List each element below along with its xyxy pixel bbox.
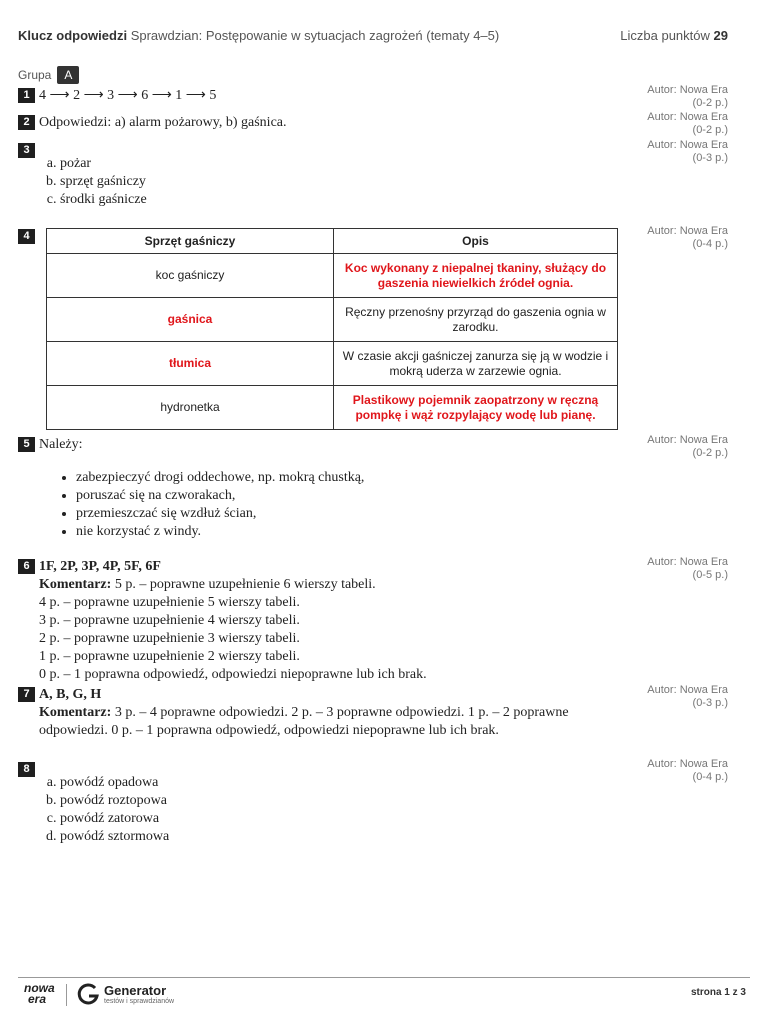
author-q7 (647, 684, 728, 710)
generator-logo-icon (76, 982, 100, 1006)
document-title (18, 28, 578, 44)
author-q1 (647, 84, 728, 110)
generator-title: Generator (104, 983, 167, 998)
list-item: • zabezpieczyć drogi oddechowe, np. mokrą chustką, (76, 469, 364, 487)
table-row (47, 298, 618, 342)
points-range: (0-2 p.) (692, 97, 728, 109)
list-item: c. powódź zatorowa (60, 810, 169, 828)
author-label: Autor: Nowa Era (647, 434, 728, 446)
points-label: Liczba punktów (620, 28, 710, 43)
comment-line: 1 p. – poprawne uzupełnienie 2 wierszy tabeli. (39, 649, 300, 664)
table-row (47, 386, 618, 430)
comment-line: 5 p. – poprawne uzupełnienie 6 wierszy tabeli. (114, 577, 376, 592)
equipment-cell: koc gaśniczy (47, 254, 334, 298)
author-q2 (647, 111, 728, 137)
question-1 (18, 87, 216, 105)
question-number: 5 (18, 437, 35, 452)
comment-text: 3 p. – 4 poprawne odpowiedzi. 2 p. – 3 poprawne odpowiedzi. 1 p. – 2 poprawne odpowiedzi. 0 p. – 1 poprawna odpowiedź, odpowiedzi niepoprawne lub ich brak. (39, 705, 569, 738)
author-label: Autor: Nowa Era (647, 758, 728, 770)
question-number: 1 (18, 88, 35, 103)
author-label: Autor: Nowa Era (647, 225, 728, 237)
logo-line: nowa (24, 981, 55, 995)
list-item: b. powódź roztopowa (60, 792, 169, 810)
question-4 (18, 228, 39, 246)
answer-text: 4 ⟶ 2 ⟶ 3 ⟶ 6 ⟶ 1 ⟶ 5 (39, 88, 217, 103)
equipment-cell: gaśnica (47, 298, 334, 342)
points-range: (0-2 p.) (692, 124, 728, 136)
list-item: • przemieszczać się wzdłuż ścian, (76, 505, 364, 523)
page-number: strona 1 z 3 (690, 987, 746, 998)
answer-intro: Należy: (39, 437, 83, 452)
list-item: b. sprzęt gaśniczy (60, 173, 147, 191)
table-row (47, 342, 618, 386)
author-q8 (647, 758, 728, 784)
author-label: Autor: Nowa Era (647, 84, 728, 96)
comment-label: Komentarz: (39, 577, 112, 592)
equipment-cell: hydronetka (47, 386, 334, 430)
description-cell: W czasie akcji gaśniczej zanurza się ją w wodzie i mokrą uderza w zarzewie ognia. (334, 342, 618, 386)
question-number: 4 (18, 229, 35, 244)
logo-line: era (28, 992, 47, 1006)
answer-list-q3 (18, 155, 147, 209)
author-label: Autor: Nowa Era (647, 139, 728, 151)
column-header: Opis (334, 229, 618, 254)
points-total (620, 28, 728, 43)
generator-subtitle: testów i sprawdzianów (104, 998, 175, 1005)
list-item: a. pożar (60, 155, 147, 173)
group-badge: A (57, 66, 79, 84)
footer-separator (66, 984, 67, 1006)
author-label: Autor: Nowa Era (647, 684, 728, 696)
points-range: (0-3 p.) (692, 152, 728, 164)
description-cell: Ręczny przenośny przyrząd do gaszenia ognia w zarodku. (334, 298, 618, 342)
answer-text: Odpowiedzi: a) alarm pożarowy, b) gaśnica. (39, 115, 287, 130)
question-7 (18, 686, 608, 740)
comment-line: 3 p. – poprawne uzupełnienie 4 wierszy tabeli. (39, 613, 300, 628)
author-q3 (647, 139, 728, 165)
question-number: 6 (18, 559, 35, 574)
author-q4 (647, 225, 728, 251)
author-label: Autor: Nowa Era (647, 111, 728, 123)
comment-line: 2 p. – poprawne uzupełnienie 3 wierszy tabeli. (39, 631, 300, 646)
points-range: (0-2 p.) (692, 447, 728, 459)
question-number: 7 (18, 687, 35, 702)
points-value: 29 (713, 28, 728, 43)
nowa-era-logo (24, 983, 55, 1005)
title-rest: Sprawdzian: Postępowanie w sytuacjach zagrożeń (tematy 4–5) (130, 28, 500, 43)
answer-text: A, B, G, H (39, 687, 102, 702)
description-cell: Koc wykonany z niepalnej tkaniny, służący do gaszenia niewielkich źródeł ognia. (334, 254, 618, 298)
footer-divider (18, 977, 750, 978)
question-5 (18, 436, 83, 454)
list-item: d. powódź sztormowa (60, 828, 169, 846)
table-header-row (47, 229, 618, 254)
column-header: Sprzęt gaśniczy (47, 229, 334, 254)
author-label: Autor: Nowa Era (647, 556, 728, 568)
list-item: • nie korzystać z windy. (76, 523, 364, 541)
question-number: 8 (18, 762, 35, 777)
comment-label: Komentarz: (39, 705, 112, 720)
answer-list-q8 (18, 774, 169, 846)
points-range: (0-4 p.) (692, 771, 728, 783)
question-6 (18, 558, 427, 684)
title-bold: Klucz odpowiedzi (18, 28, 128, 43)
answer-text: 1F, 2P, 3P, 4P, 5F, 6F (39, 559, 161, 574)
comment-line: 0 p. – 1 poprawna odpowiedź, odpowiedzi niepoprawne lub ich brak. (39, 667, 427, 682)
author-q6 (647, 556, 728, 582)
list-item: a. powódź opadowa (60, 774, 169, 792)
equipment-table (46, 228, 618, 430)
answer-list-q5 (18, 469, 364, 541)
group-indicator (18, 66, 79, 84)
question-number: 3 (18, 143, 35, 158)
equipment-cell: tłumica (47, 342, 334, 386)
question-number: 2 (18, 115, 35, 130)
list-item: • poruszać się na czworakach, (76, 487, 364, 505)
list-item: c. środki gaśnicze (60, 191, 147, 209)
points-range: (0-5 p.) (692, 569, 728, 581)
question-2 (18, 114, 287, 132)
points-range: (0-3 p.) (692, 697, 728, 709)
description-cell: Plastikowy pojemnik zaopatrzony w ręczną pompkę i wąż rozpylający wodę lub pianę. (334, 386, 618, 430)
author-q5 (647, 434, 728, 460)
table-row (47, 254, 618, 298)
points-range: (0-4 p.) (692, 238, 728, 250)
comment-line: 4 p. – poprawne uzupełnienie 5 wierszy tabeli. (39, 595, 300, 610)
group-label: Grupa (18, 68, 52, 82)
